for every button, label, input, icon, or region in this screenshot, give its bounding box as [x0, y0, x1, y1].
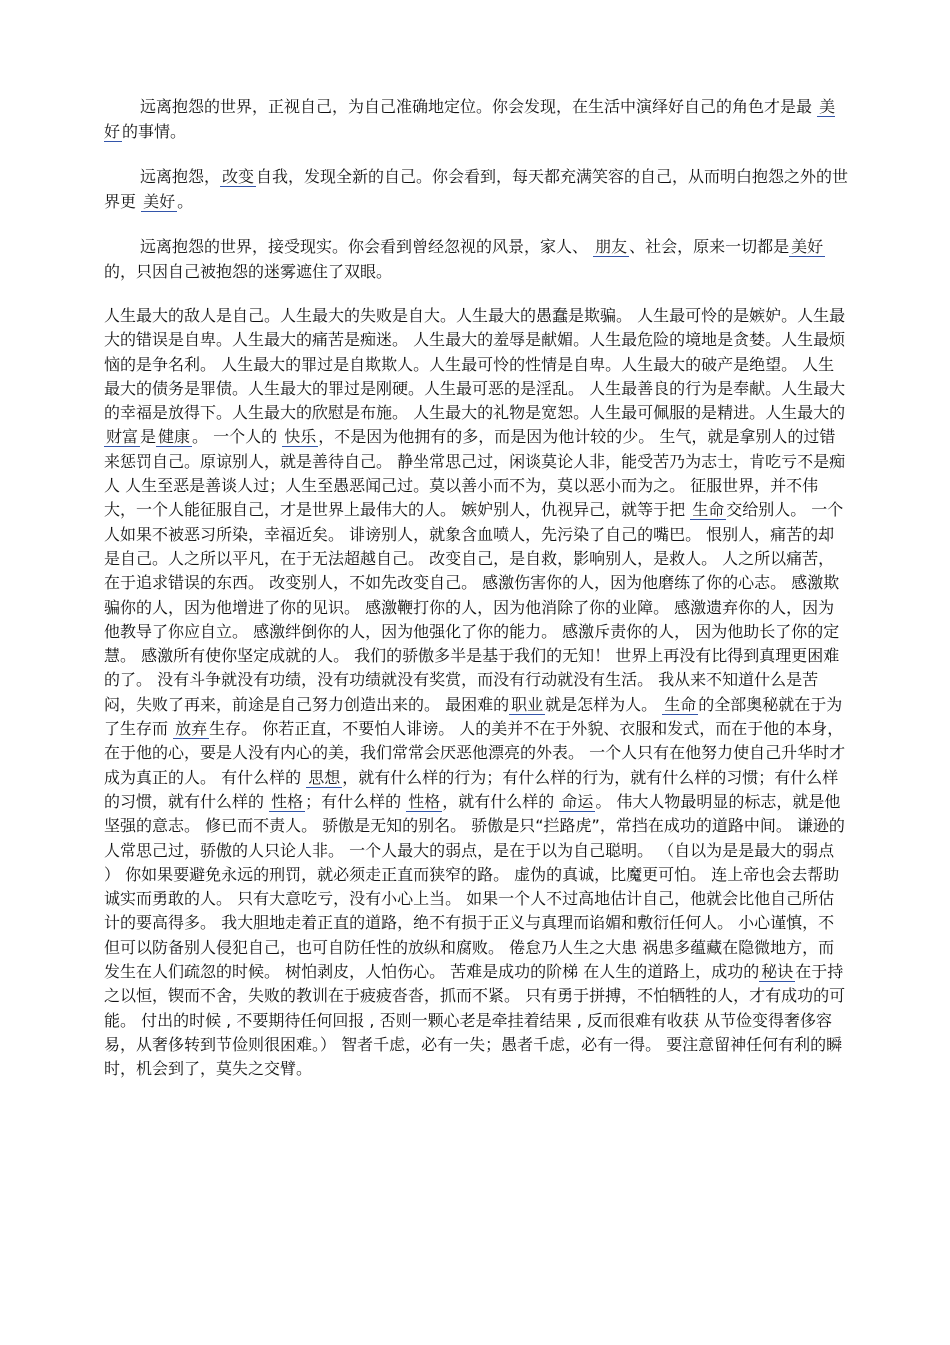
text-segment: 在于持之以恒，锲而不舍，失败的教训在于疲疲沓沓，抓而不紧。 只有勇于拼搏，不怕牺牲的人，才有成功的可能。 付出的时候 , 不要期待任何回报 , 否则一颗心老是牵挂着结果 , 反而很难有收获 从节俭变得奢侈容易，从奢侈转到节俭则很困难。） 智者千虑，必有一失；愚者千虑，必有一得。 要注意留神任何有利的瞬时，机会到了，莫失之交臂。 [104, 962, 846, 1079]
text-segment: 。 一个人的 [192, 427, 283, 447]
keyword-link[interactable]: 职业 [511, 694, 544, 714]
text-segment: 、社会，原来一切都是 [629, 237, 790, 256]
text-segment: 的全部奥秘就在于为了生存而 [104, 694, 843, 739]
keyword-link[interactable]: 美好 [143, 192, 176, 211]
text-segment: 生存。 你若正直，不要怕人诽谤。 人的美并不在于外貌、衣服和发式，而在于他的本身，在于他的心，要是人没有内心的美，我们常常会厌恶他漂亮的外表。 一个人只有在他努力使自己升华时才成为真正的人。 有什么样的 [104, 719, 846, 787]
text-segment: 的事情。 [122, 122, 187, 141]
paragraph-4 [104, 304, 849, 1082]
keyword-link[interactable]: 美好 [791, 237, 824, 256]
keyword-link[interactable]: 思想 [308, 767, 341, 787]
text-segment: 的，只因自己被抱怨的迷雾遮住了双眼。 [104, 262, 393, 281]
keyword-link[interactable]: 性格 [408, 791, 441, 811]
keyword-link[interactable]: 秘诀 [761, 962, 794, 982]
text-segment: 。 [177, 192, 194, 211]
document-body [104, 94, 849, 1082]
keyword-link[interactable]: 性格 [271, 791, 304, 811]
paragraph-1 [104, 94, 849, 144]
text-segment: ，不是因为他拥有的多，而是因为他计较的少。 生气，就是拿别人的过错来惩罚自己。原谅别人，就是善待自己。 静坐常思己过，闲谈莫论人非，能受苦乃为志士，肯吃亏不是痴人 人生至恶是善谈人过；人生至愚恶闻己过。莫以善小而不为，莫以恶小而为之。 征服世界，并不伟大，一个人能征服自己，才是世界上最伟大的人。 嫉妒别人，仇视异己，就等于把 [104, 427, 846, 520]
keyword-link[interactable]: 生命 [664, 694, 697, 714]
text-segment: 远离抱怨， [140, 167, 221, 186]
text-segment: 就是怎样为人。 [545, 694, 663, 714]
text-segment: 自我，发现全新的自己。你会看到，每天都充满笑容的自己，从而明白抱怨之外的世界更 [104, 167, 849, 211]
keyword-link[interactable]: 朋友 [595, 237, 628, 256]
keyword-link[interactable]: 美好 [104, 97, 836, 141]
keyword-link[interactable]: 放弃 [175, 719, 208, 739]
text-segment: 人生最大的敌人是自己。人生最大的失败是自大。人生最大的愚蠢是欺骗。 人生最可怜的是嫉妒。人生最大的错误是自卑。人生最大的痛苦是痴迷。 人生最大的羞辱是献媚。人生最危险的境地是贪婪。人生最烦恼的是争名利。 人生最大的罪过是自欺欺人。人生最可怜的性情是自卑。人生最大的破产是绝望。 人生最大的债务是罪债。人生最大的罪过是刚硬。人生最可恶的是淫乱。 人生最善良的行为是奉献。人生最大的幸福是放得下。人生最大的欣慰是布施。 人生最大的礼物是宽恕。人生最可佩服的是精进。人生最大的 [104, 306, 846, 423]
text-segment: 是 [140, 427, 157, 447]
text-segment: 远离抱怨的世界，正视自己，为自己准确地定位。你会发现，在生活中演绎好自己的角色才是最 [140, 97, 818, 116]
text-segment: 远离抱怨的世界，接受现实。你会看到曾经忽视的风景，家人、 [140, 237, 594, 256]
keyword-link[interactable]: 健康 [158, 427, 191, 447]
keyword-link[interactable]: 改变 [222, 167, 255, 186]
paragraph-2 [104, 164, 849, 214]
paragraph-3 [104, 234, 849, 284]
text-segment: 交给别人。 一个人如果不被恶习所染，幸福近矣。 诽谤别人，就象含血喷人，先污染了自己的嘴巴。 恨别人，痛苦的却是自己。人之所以平凡，在于无法超越自己。 改变自己，是自救，影响别人，是救人。 人之所以痛苦，在于追求错误的东西。 改变别人，不如先改变自己。 感激伤害你的人，因为他磨练了你的心志。 感激欺骗你的人，因为他增进了你的见识。 感激鞭打你的人，因为他消除了你的业障。 感激遗弃你的人，因为他教导了你应自立。 感激绊倒你的人，因为他强化了你的能力。 感激斥责你的人， 因为他助长了你的定慧。 感激所有使你坚定成就的人。 我们的骄傲多半是基于我们的无知！ 世界上再没有比得到真理更困难的了。 没有斗争就没有功绩，没有功绩就没有奖赏，而没有行动就没有生活。 我从来不知道什么是苦闷，失败了再来，前途是自己努力创造出来的。 最困难的 [104, 500, 844, 714]
keyword-link[interactable]: 命运 [561, 791, 594, 811]
keyword-link[interactable]: 快乐 [284, 427, 317, 447]
keyword-link[interactable]: 财富 [106, 427, 139, 447]
text-segment: ，就有什么样的 [442, 791, 560, 811]
text-segment: ，就有什么样的行为；有什么样的行为，就有什么样的习惯；有什么样的习惯，就有什么样的 [104, 767, 839, 811]
keyword-link[interactable]: 生命 [692, 500, 725, 520]
text-segment: ；有什么样的 [305, 791, 407, 811]
text-segment: 。 伟大人物最明显的标志，就是他坚强的意志。 修已而不责人。 骄傲是无知的别名。 骄傲是只“拦路虎”，常挡在成功的道路中间。 谦逊的人常思己过，骄傲的人只论人非。 一个人最大的弱点，是在于以为自己聪明。 （自以为是是最大的弱点 ） 你如果要避免永远的刑罚，就必须走正直而狭窄的路。 虚伪的真诚，比魔更可怕。 连上帝也会去帮助诚实而勇敢的人。 只有大意吃亏，没有小心上当。 如果一个人不过高地估计自己，他就会比他自己所估计的要高得多。 我大胆地走着正直的道路，绝不有损于正义与真理而谄媚和敷衍任何人。 小心谨慎，不但可以防备别人侵犯自己，也可自防任性的放纵和腐败。 倦怠乃人生之大患 祸患多蕴藏在隐微地方，而发生在人们疏忽的时候。 树怕剥皮，人怕伤心。 苦难是成功的阶梯 在人生的道路上，成功的 [104, 791, 845, 982]
